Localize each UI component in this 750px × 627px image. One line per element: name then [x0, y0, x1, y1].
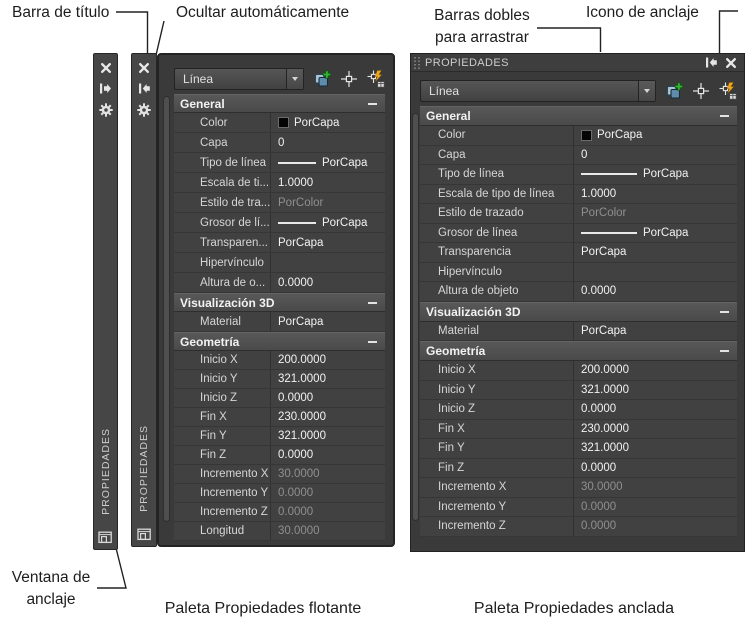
- quick-select-icon[interactable]: [367, 70, 385, 88]
- property-value-text: 200.0000: [581, 364, 629, 377]
- property-row-color[interactable]: [420, 126, 737, 146]
- line-swatch-icon: [278, 222, 316, 224]
- property-label: Inicio X: [438, 364, 476, 377]
- property-row-inicio-y[interactable]: [420, 381, 737, 401]
- property-label: Capa: [200, 136, 228, 149]
- property-label: Hipervínculo: [200, 256, 264, 269]
- property-row-tipo-de-linea[interactable]: [420, 165, 737, 185]
- property-label: Escala de tipo de línea: [438, 187, 555, 200]
- property-value-text: 0.0000: [581, 520, 617, 533]
- section-geometria: [420, 341, 737, 537]
- property-value[interactable]: [573, 439, 737, 458]
- section-general: [174, 94, 385, 293]
- property-value-text: 0.0000: [278, 392, 314, 404]
- property-value[interactable]: [270, 133, 385, 152]
- section-header-geometria[interactable]: [420, 341, 737, 361]
- annotation-anchor-window: Ventana de anclaje: [11, 569, 91, 608]
- property-label: Inicio Z: [438, 403, 476, 416]
- property-value[interactable]: [270, 351, 385, 369]
- object-type-value: Línea: [429, 84, 460, 98]
- property-label: Fin Z: [200, 449, 227, 461]
- property-value[interactable]: [573, 224, 737, 243]
- annotation-title-bar: Barra de título: [12, 4, 110, 21]
- property-row-fin-z[interactable]: [420, 459, 737, 479]
- property-row-incremento-x[interactable]: [174, 465, 385, 484]
- property-value[interactable]: [573, 263, 737, 282]
- property-value-text: 0.0000: [581, 500, 617, 513]
- property-value[interactable]: [573, 322, 737, 341]
- property-label: Incremento Y: [438, 500, 507, 513]
- floating-palette-titlebar[interactable]: [131, 53, 157, 547]
- property-row-incremento-y[interactable]: [174, 484, 385, 503]
- property-value-text: PorCapa: [643, 168, 689, 181]
- section-rows: [174, 312, 385, 332]
- property-row-longitud[interactable]: [174, 522, 385, 541]
- property-label: Estilo de trazado: [438, 207, 524, 220]
- property-label: Escala de ti...: [200, 176, 270, 189]
- property-label: Incremento X: [438, 481, 507, 494]
- section-header-general[interactable]: [174, 94, 385, 113]
- caption-floating-palette: Paleta Propiedades flotante: [164, 600, 362, 617]
- property-row-transparencia[interactable]: [420, 243, 737, 263]
- property-value[interactable]: [573, 420, 737, 439]
- property-row-altura-de-o[interactable]: [174, 273, 385, 293]
- section-title: General: [180, 96, 225, 111]
- property-row-capa[interactable]: [174, 133, 385, 153]
- section-header-visualizacion-3d[interactable]: [174, 293, 385, 312]
- section-title: Visualización 3D: [426, 304, 521, 319]
- property-value[interactable]: [573, 459, 737, 478]
- property-label: Longitud: [200, 525, 245, 537]
- property-row-altura-de-objeto[interactable]: [420, 282, 737, 302]
- select-objects-icon[interactable]: [340, 70, 358, 88]
- property-row-grosor-de-li[interactable]: [174, 213, 385, 233]
- property-label: Inicio Y: [438, 383, 476, 396]
- select-objects-icon[interactable]: [692, 82, 710, 100]
- section-rows: [420, 361, 737, 537]
- palette-body: [157, 53, 395, 547]
- property-value[interactable]: [573, 498, 737, 517]
- object-type-value: Línea: [183, 72, 214, 86]
- property-label: Incremento Y: [200, 487, 269, 499]
- scrollbar[interactable]: [163, 96, 170, 522]
- object-type-select[interactable]: [420, 80, 656, 102]
- section-header-geometria[interactable]: [174, 332, 385, 351]
- line-swatch-icon: [278, 162, 316, 164]
- property-label: Fin X: [438, 422, 465, 435]
- property-value-text: PorCapa: [322, 216, 368, 229]
- caption-docked-palette: Paleta Propiedades anclada: [473, 600, 675, 617]
- property-label: Transparen...: [200, 236, 268, 249]
- close-icon[interactable]: [725, 57, 737, 69]
- property-value-text: 321.0000: [278, 430, 326, 442]
- property-row-escala-de-ti[interactable]: [174, 173, 385, 193]
- property-value-text: 0: [581, 148, 588, 161]
- property-value[interactable]: [270, 153, 385, 172]
- property-row-transparen[interactable]: [174, 233, 385, 253]
- property-value-text: 1.0000: [581, 187, 617, 200]
- properties-gear-icon[interactable]: [94, 99, 117, 120]
- property-value-text: 230.0000: [278, 411, 326, 423]
- property-value-text: 321.0000: [581, 383, 629, 396]
- property-label: Estilo de tra...: [200, 196, 270, 209]
- property-value-text: 0.0000: [581, 461, 617, 474]
- property-row-inicio-z[interactable]: [174, 389, 385, 408]
- property-value[interactable]: [270, 427, 385, 445]
- property-value-text: 1.0000: [278, 176, 314, 189]
- property-value-text: PorCapa: [278, 315, 324, 328]
- section-visualizacion-3d: [174, 293, 385, 332]
- property-value-text: 200.0000: [278, 354, 326, 366]
- property-row-hipervinculo[interactable]: [420, 263, 737, 283]
- property-value[interactable]: [573, 126, 737, 145]
- property-label: Inicio Z: [200, 392, 238, 404]
- collapsed-palette-titlebar[interactable]: [93, 53, 118, 550]
- property-value-text: PorColor: [581, 207, 627, 220]
- properties-gear-icon[interactable]: [132, 99, 156, 120]
- property-row-estilo-de-tra[interactable]: [174, 193, 385, 213]
- collapse-icon[interactable]: [720, 350, 729, 352]
- property-label: Tipo de línea: [438, 168, 505, 181]
- section-title: Geometría: [180, 334, 240, 349]
- property-row-incremento-z[interactable]: [174, 503, 385, 522]
- property-value-text: PorCapa: [597, 129, 643, 142]
- section-general: [420, 106, 737, 302]
- property-label: Incremento Z: [200, 506, 268, 518]
- property-label: Altura de objeto: [438, 285, 519, 298]
- property-row-fin-y[interactable]: [174, 427, 385, 446]
- property-row-material[interactable]: [174, 312, 385, 332]
- quick-select-icon[interactable]: [719, 82, 737, 100]
- docked-palette: [410, 53, 745, 552]
- property-value[interactable]: [270, 273, 385, 292]
- palette-title: PROPIEDADES: [425, 56, 509, 69]
- property-value[interactable]: [573, 478, 737, 497]
- anchor-icon[interactable]: [705, 56, 718, 69]
- line-swatch-icon: [581, 173, 637, 175]
- property-row-incremento-y[interactable]: [420, 498, 737, 518]
- collapse-icon[interactable]: [720, 115, 729, 117]
- property-value-text: PorCapa: [581, 246, 627, 259]
- property-value[interactable]: [573, 185, 737, 204]
- property-label: Color: [200, 116, 228, 129]
- property-row-inicio-x[interactable]: [174, 351, 385, 370]
- close-icon[interactable]: [132, 57, 156, 78]
- property-value-text: 0.0000: [581, 403, 617, 416]
- property-row-capa[interactable]: [420, 146, 737, 166]
- color-swatch-icon: [581, 130, 592, 141]
- section-rows: [174, 351, 385, 541]
- property-value[interactable]: [573, 361, 737, 380]
- property-value[interactable]: [270, 484, 385, 502]
- property-value[interactable]: [270, 233, 385, 252]
- property-value-text: 0.0000: [581, 285, 617, 298]
- section-rows: [174, 113, 385, 293]
- property-value[interactable]: [270, 503, 385, 521]
- pickadd-toggle-icon[interactable]: [665, 82, 683, 100]
- property-value[interactable]: [573, 381, 737, 400]
- property-label: Inicio X: [200, 354, 238, 366]
- section-header-visualizacion-3d[interactable]: [420, 302, 737, 322]
- property-value-text: 321.0000: [581, 442, 629, 455]
- property-value[interactable]: [270, 408, 385, 426]
- property-label: Fin X: [200, 411, 227, 423]
- section-title: General: [426, 109, 471, 123]
- scrollbar[interactable]: [412, 113, 419, 521]
- section-title: Visualización 3D: [180, 295, 275, 310]
- property-value-text: 30.0000: [278, 468, 320, 480]
- collapse-icon[interactable]: [368, 302, 377, 304]
- annotation-drag-bars: Barras dobles para arrastrar: [434, 7, 530, 46]
- section-geometria: [174, 332, 385, 541]
- property-row-fin-x[interactable]: [420, 420, 737, 440]
- anchor-window-icon[interactable]: [137, 528, 152, 541]
- property-row-inicio-x[interactable]: [420, 361, 737, 381]
- property-label: Color: [438, 129, 466, 142]
- section-rows: [420, 322, 737, 342]
- property-row-fin-z[interactable]: [174, 446, 385, 465]
- palette-title-vertical: PROPIEDADES: [138, 425, 150, 512]
- property-label: Inicio Y: [200, 373, 238, 385]
- property-value-text: 30.0000: [278, 525, 320, 537]
- property-value-text: PorColor: [278, 196, 324, 209]
- anchor-window-icon[interactable]: [98, 531, 113, 544]
- property-value-text: 0.0000: [278, 506, 314, 518]
- property-value-text: PorCapa: [643, 226, 689, 239]
- property-value-text: PorCapa: [581, 324, 627, 337]
- drag-grip-icon[interactable]: [414, 57, 420, 69]
- line-swatch-icon: [581, 232, 637, 234]
- property-row-fin-x[interactable]: [174, 408, 385, 427]
- property-value-text: 321.0000: [278, 373, 326, 385]
- property-value[interactable]: [573, 165, 737, 184]
- collapse-icon[interactable]: [720, 311, 729, 313]
- property-value[interactable]: [270, 113, 385, 132]
- property-value-text: PorCapa: [278, 236, 324, 249]
- object-type-select[interactable]: [174, 68, 304, 90]
- property-row-material[interactable]: [420, 322, 737, 342]
- property-label: Material: [200, 315, 241, 328]
- property-value-text: 0.0000: [278, 449, 314, 461]
- property-row-grosor-de-linea[interactable]: [420, 224, 737, 244]
- property-value-text: PorCapa: [322, 156, 368, 169]
- property-value[interactable]: [573, 400, 737, 419]
- section-title: Geometría: [426, 344, 486, 358]
- property-value-text: 0.0000: [278, 487, 314, 499]
- floating-palette: [131, 53, 395, 547]
- property-value-text: 230.0000: [581, 422, 629, 435]
- property-row-color[interactable]: [174, 113, 385, 133]
- property-value[interactable]: [270, 446, 385, 464]
- property-value[interactable]: [573, 204, 737, 223]
- annotation-auto-hide: Ocultar automáticamente: [176, 4, 350, 21]
- close-icon[interactable]: [94, 57, 117, 78]
- property-value-text: 0.0000: [278, 276, 314, 289]
- property-row-inicio-z[interactable]: [420, 400, 737, 420]
- property-value[interactable]: [573, 243, 737, 262]
- annotation-anchor-icon: Icono de anclaje: [586, 4, 699, 21]
- section-header-general[interactable]: [420, 106, 737, 126]
- property-value[interactable]: [270, 253, 385, 272]
- property-label: Material: [438, 324, 479, 337]
- property-row-estilo-de-trazado[interactable]: [420, 204, 737, 224]
- property-row-inicio-y[interactable]: [174, 370, 385, 389]
- property-value[interactable]: [573, 146, 737, 165]
- property-value[interactable]: [270, 193, 385, 212]
- property-value[interactable]: [270, 213, 385, 232]
- property-value-text: 30.0000: [581, 481, 623, 494]
- property-label: Transparencia: [438, 246, 512, 259]
- property-label: Grosor de línea: [438, 226, 518, 239]
- docked-palette-titlebar[interactable]: [411, 54, 744, 72]
- auto-hide-icon[interactable]: [132, 78, 156, 99]
- property-row-fin-y[interactable]: [420, 439, 737, 459]
- property-label: Hipervínculo: [438, 265, 502, 278]
- property-value[interactable]: [270, 522, 385, 540]
- property-value[interactable]: [270, 465, 385, 483]
- property-label: Fin Z: [438, 461, 465, 474]
- section-rows: [420, 126, 737, 302]
- palette-body: [411, 72, 744, 552]
- collapse-icon[interactable]: [368, 341, 377, 343]
- property-row-incremento-z[interactable]: [420, 517, 737, 537]
- property-label: Capa: [438, 148, 466, 161]
- property-value-text: PorCapa: [294, 116, 340, 129]
- property-row-incremento-x[interactable]: [420, 478, 737, 498]
- property-label: Incremento Z: [438, 520, 506, 533]
- property-value[interactable]: [270, 389, 385, 407]
- property-value[interactable]: [270, 173, 385, 192]
- color-swatch-icon: [278, 117, 289, 128]
- property-label: Fin Y: [438, 442, 465, 455]
- pickadd-toggle-icon[interactable]: [313, 70, 331, 88]
- collapse-icon[interactable]: [368, 103, 377, 105]
- property-value-text: 0: [278, 136, 285, 149]
- chevron-down-icon[interactable]: [638, 81, 655, 101]
- auto-hide-icon[interactable]: [94, 78, 117, 99]
- property-value[interactable]: [573, 282, 737, 301]
- property-label: Grosor de lí...: [200, 216, 270, 229]
- property-value[interactable]: [270, 312, 385, 331]
- property-label: Altura de o...: [200, 276, 266, 289]
- chevron-down-icon[interactable]: [286, 69, 303, 89]
- property-value[interactable]: [270, 370, 385, 388]
- property-label: Incremento X: [200, 468, 269, 480]
- property-row-tipo-de-linea[interactable]: [174, 153, 385, 173]
- property-label: Tipo de línea: [200, 156, 267, 169]
- property-value[interactable]: [573, 517, 737, 536]
- property-row-escala-de-tipo-de-linea[interactable]: [420, 185, 737, 205]
- property-label: Fin Y: [200, 430, 227, 442]
- property-row-hipervinculo[interactable]: [174, 253, 385, 273]
- palette-title-vertical: PROPIEDADES: [99, 428, 112, 515]
- section-visualizacion-3d: [420, 302, 737, 342]
